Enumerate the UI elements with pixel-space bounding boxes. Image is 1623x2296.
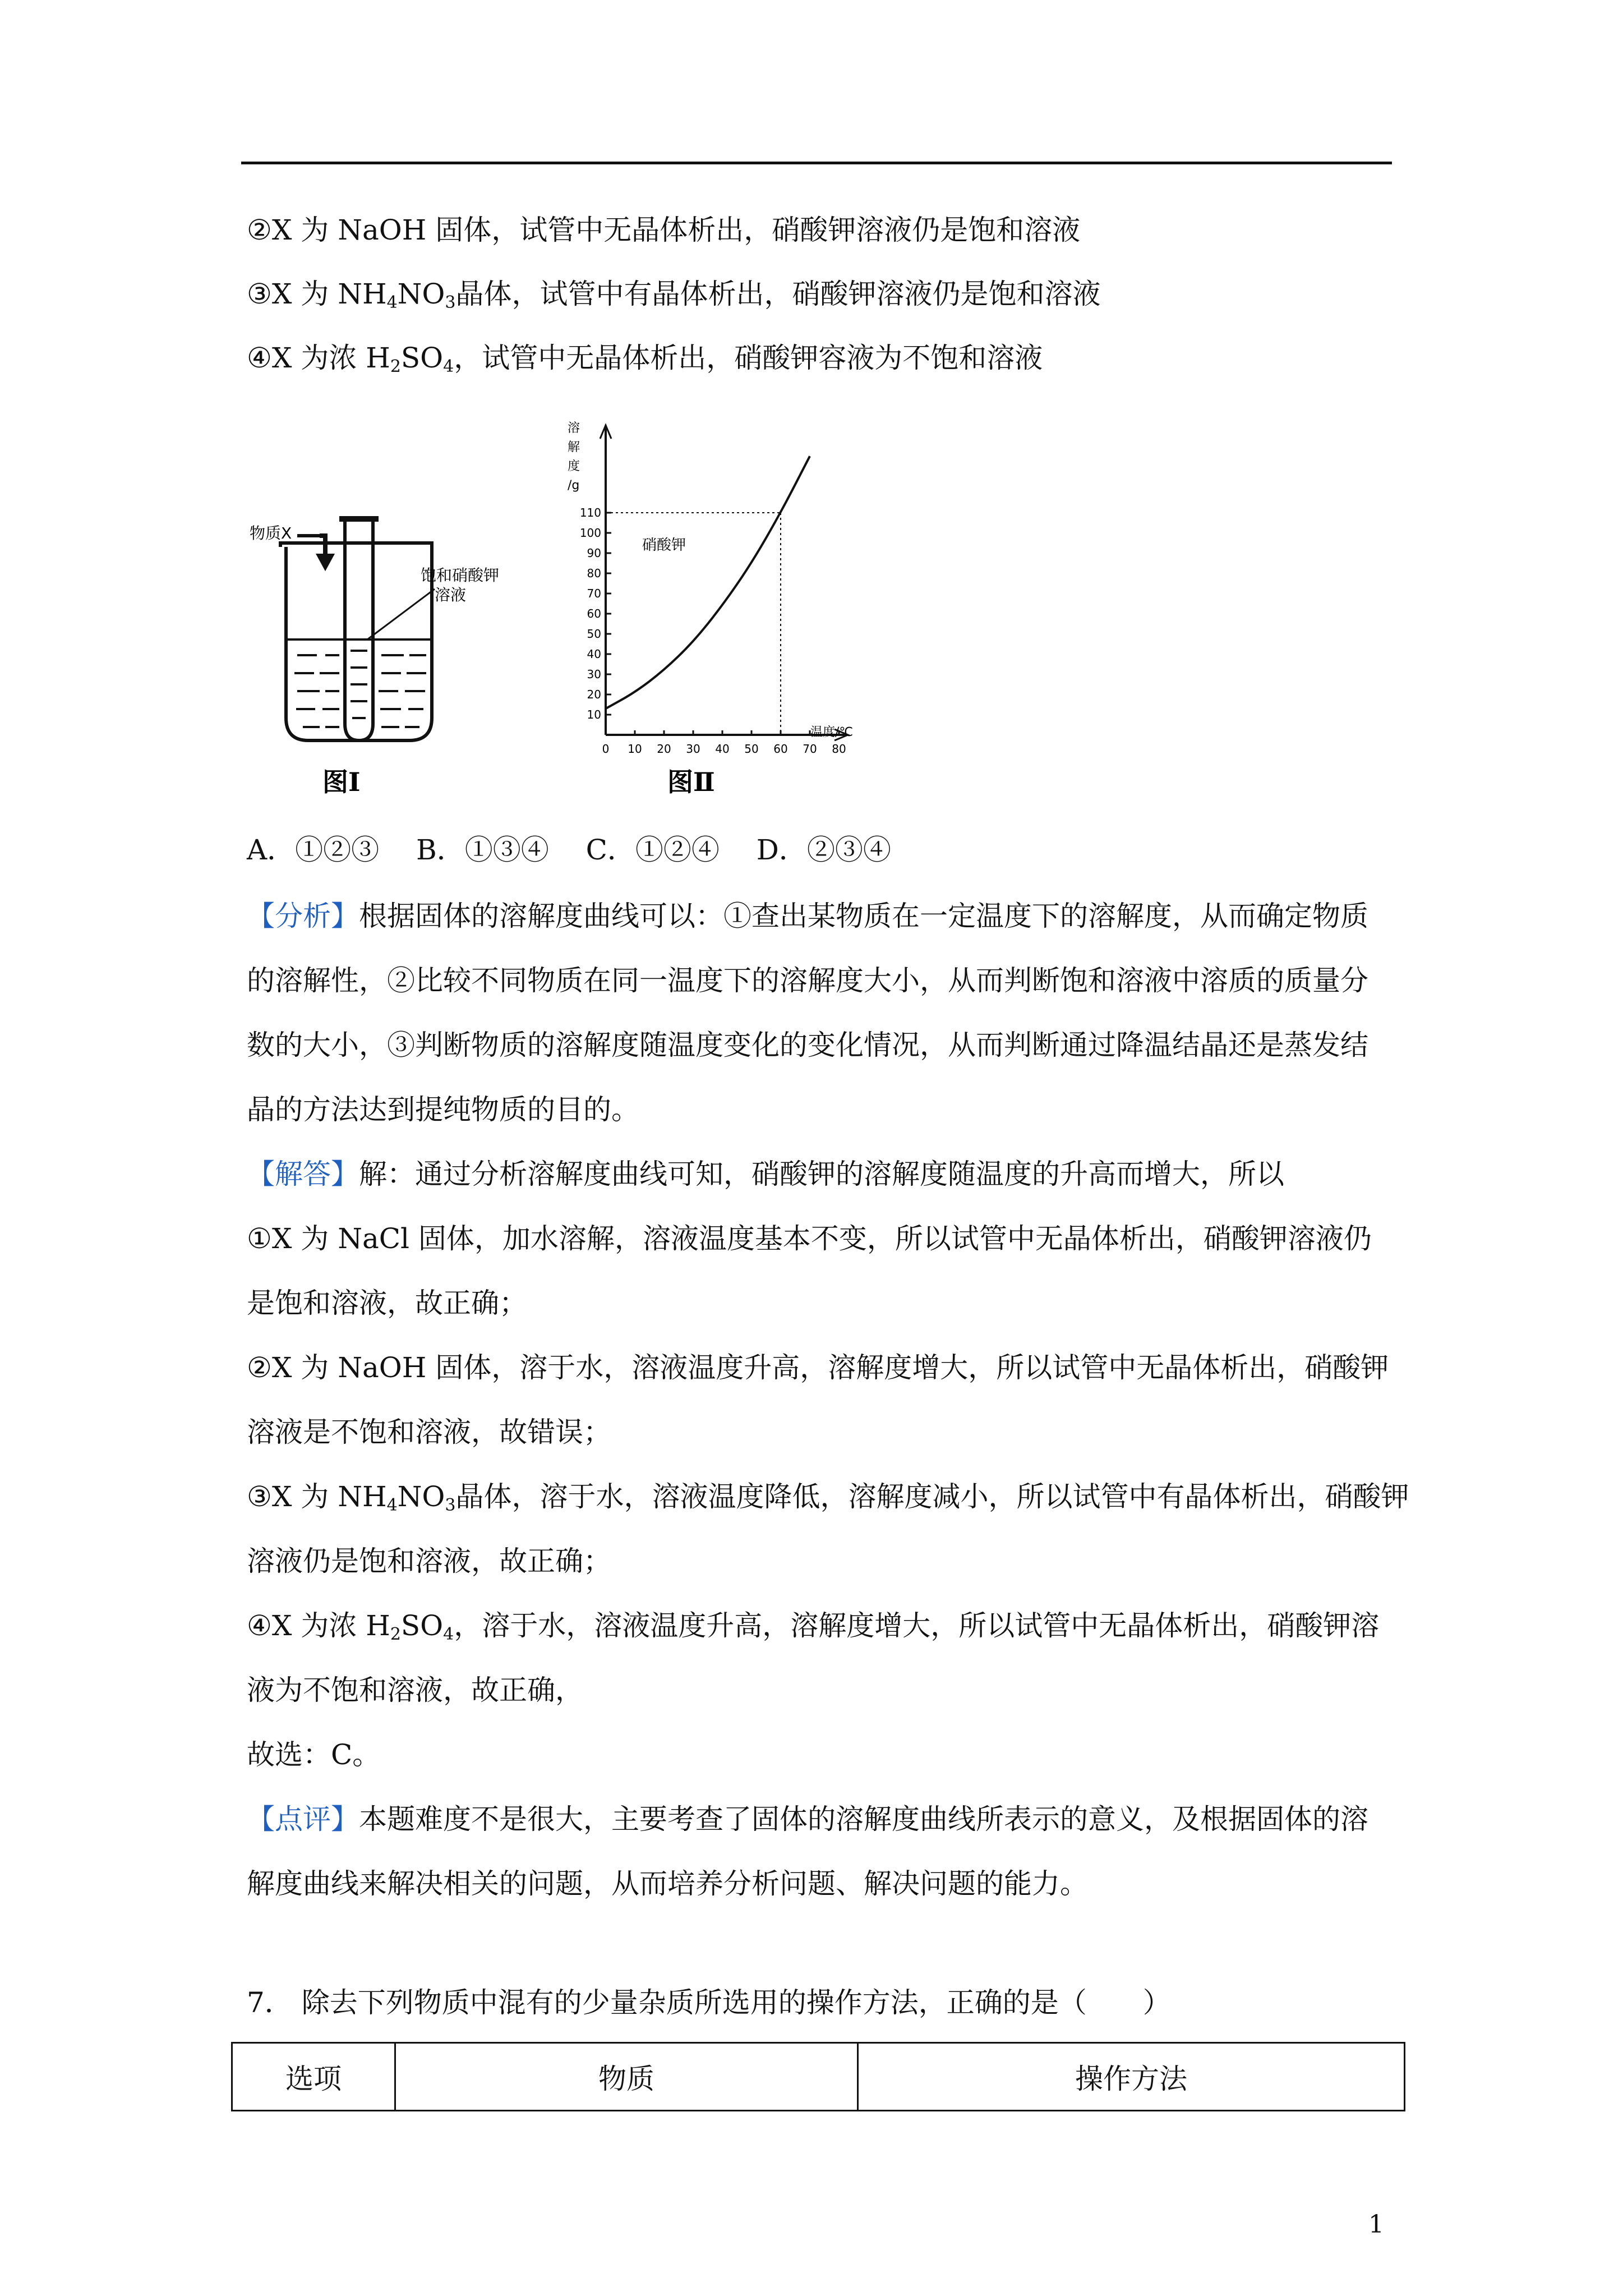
solution-line-8: ④X 为浓 $H_2SO_4$，溶于水，溶液温度升高，溶解度增大，所以试管中无晶体析出，硝酸钾溶 — [247, 1609, 1380, 1644]
analysis-tag: 【分析】 — [247, 900, 359, 932]
y-axis-label-char: 度 — [568, 459, 580, 473]
y-tick-label: 10 — [587, 708, 601, 721]
x-tick-label: 0 — [602, 742, 610, 756]
option-2: ②X 为 NaOH 固体，试管中无晶体析出，硝酸钾溶液仍是饱和溶液 — [247, 214, 1081, 246]
analysis-line-4: 晶的方法达到提纯物质的目的。 — [247, 1093, 639, 1126]
table-header-row — [232, 2043, 1405, 2111]
x-tick-label: 20 — [657, 742, 671, 756]
y-tick-label: 50 — [587, 627, 601, 641]
y-tick-label: 70 — [587, 587, 601, 600]
x-axis-label: 温度/℃ — [810, 725, 854, 739]
x-tick-label: 50 — [744, 742, 759, 756]
option-4: ④X 为浓 $H_2SO_4$，试管中无晶体析出，硝酸钾容液为不饱和溶液 — [247, 342, 1043, 376]
y-tick-label: 60 — [587, 607, 601, 620]
y-tick-label: 40 — [587, 647, 601, 661]
y-axis-label-char: 溶 — [568, 421, 580, 435]
solution-line-3: 是饱和溶液，故正确； — [247, 1287, 527, 1319]
y-axis-label-char: /g — [568, 478, 580, 493]
solution-line-5: 溶液是不饱和溶液，故错误； — [247, 1416, 611, 1448]
solution-line-7: 溶液仍是饱和溶液，故正确； — [247, 1545, 611, 1577]
x-tick-label: 70 — [803, 742, 817, 756]
comment-tag: 【点评】 — [247, 1803, 359, 1835]
page-number: 1 — [1368, 2210, 1384, 2239]
y-tick-label: 30 — [587, 668, 601, 681]
y-tick-label: 20 — [587, 688, 601, 701]
y-tick-label: 100 — [579, 526, 601, 540]
answer-choices: A．①②③ B．①③④ C．①②④ D．②③④ — [247, 834, 891, 866]
label-saturated-solution: 饱和硝酸钾 — [421, 566, 500, 585]
comment-line-2: 解度曲线来解决相关的问题，从而培养分析问题、解决问题的能力。 — [247, 1867, 1088, 1900]
header-rule — [241, 162, 1392, 164]
label-solution: 溶液 — [435, 586, 467, 604]
option-3: ③X 为 $NH_4NO_3$晶体，试管中有晶体析出，硝酸钾溶液仍是饱和溶液 — [247, 278, 1101, 312]
analysis-line-2: 的溶解性，②比较不同物质在同一温度下的溶解度大小，从而判断饱和溶液中溶质的质量分 — [247, 964, 1368, 997]
figure-2-solubility-chart — [555, 415, 869, 808]
y-tick-label: 80 — [587, 567, 601, 580]
solution-line-9: 液为不饱和溶液，故正确， — [247, 1674, 583, 1706]
comment-line-1: 【点评】本题难度不是很大，主要考查了固体的溶解度曲线所表示的意义，及根据固体的溶 — [247, 1803, 1368, 1835]
y-axis-label-char: 解 — [568, 440, 580, 454]
series-line-potassium-nitrate — [606, 456, 810, 708]
x-tick-label: 40 — [715, 742, 730, 756]
question-7: 7． 除去下列物质中混有的少量杂质所选用的操作方法，正确的是（ ） — [247, 1986, 1171, 2019]
x-tick-label: 30 — [686, 742, 700, 756]
options-table — [231, 2042, 1405, 2111]
x-tick-label: 60 — [773, 742, 788, 756]
analysis-line-1: 【分析】根据固体的溶解度曲线可以：①查出某物质在一定温度下的溶解度，从而确定物质 — [247, 900, 1368, 932]
table-header-method: 操作方法 — [858, 2043, 1405, 2111]
x-tick-label: 80 — [832, 742, 846, 756]
solution-line-4: ②X 为 NaOH 固体，溶于水，溶液温度升高，溶解度增大，所以试管中无晶体析出，硝酸钾 — [247, 1351, 1389, 1384]
series-label-potassium-nitrate: 硝酸钾 — [642, 537, 686, 554]
solution-line-1: 【解答】解：通过分析溶解度曲线可知，硝酸钾的溶解度随温度的升高而增大，所以 — [247, 1158, 1284, 1190]
figure-1-caption: 图Ⅰ — [322, 767, 361, 797]
x-tick-label: 10 — [628, 742, 642, 756]
y-tick-label: 110 — [579, 506, 601, 519]
figure-2-caption: 图Ⅱ — [667, 767, 715, 797]
figure-1-beaker — [241, 505, 555, 819]
label-substance-x: 物质X — [250, 524, 292, 542]
table-header-substance: 物质 — [395, 2043, 858, 2111]
solution-line-10: 故选：C。 — [247, 1738, 381, 1771]
solution-line-6: ③X 为 $NH_4NO_3$晶体，溶于水，溶液温度降低，溶解度减小，所以试管中有晶体析出，硝酸钾 — [247, 1480, 1409, 1515]
solution-line-2: ①X 为 NaCl 固体，加水溶解，溶液温度基本不变，所以试管中无晶体析出，硝酸钾溶液仍 — [247, 1222, 1372, 1255]
analysis-line-3: 数的大小，③判断物质的溶解度随温度变化的变化情况，从而判断通过降温结晶还是蒸发结 — [247, 1029, 1368, 1061]
y-tick-label: 90 — [587, 546, 601, 560]
solution-tag: 【解答】 — [247, 1158, 359, 1190]
table-header-option: 选项 — [232, 2043, 395, 2111]
